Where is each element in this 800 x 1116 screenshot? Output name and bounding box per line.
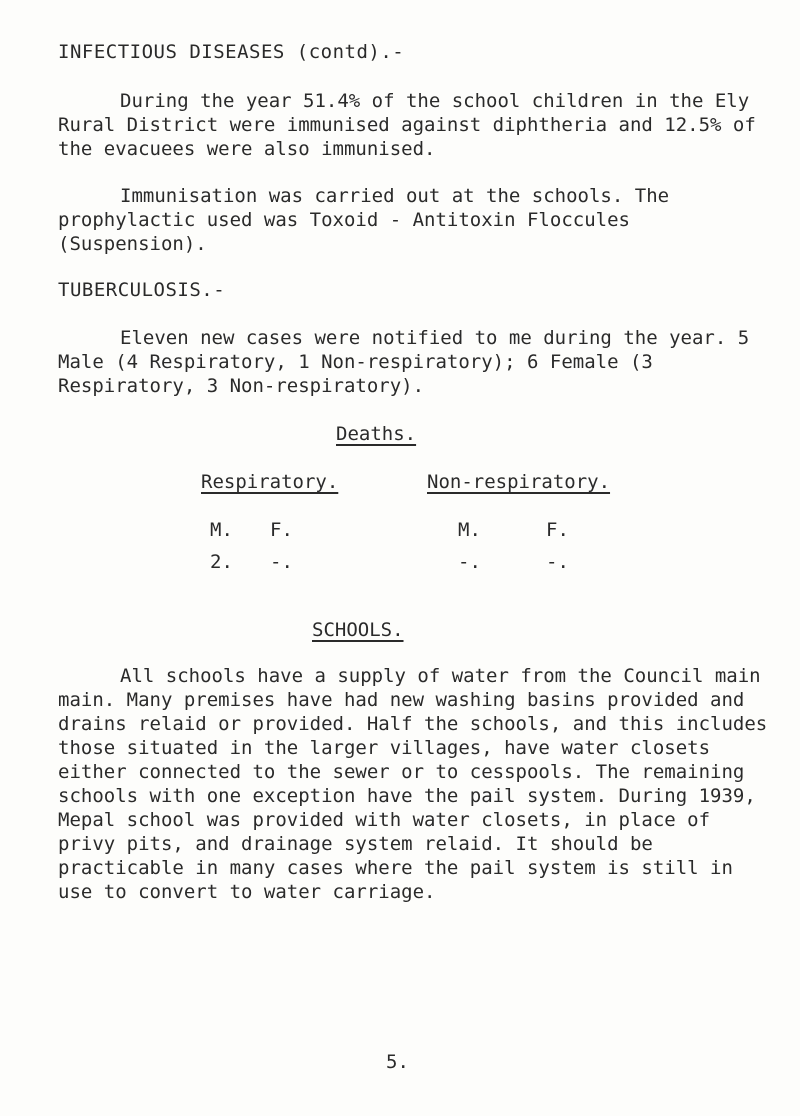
respiratory-female-label: F.	[270, 519, 293, 541]
non-respiratory-label: Non-respiratory.	[427, 471, 611, 493]
non-respiratory-female-value: -.	[546, 551, 569, 573]
schools-paragraph: All schools have a supply of water from the Council main main. Many premises have had new washing basins provided and drains relaid or provided. Half the schools, and this includes those situated in the larger villages, have water closets either connected to the sewer or to cesspools. The remaining schools with one exception have the pail system. During 1939, Mepal school was provided with water closets, in place of privy pits, and drainage system relaid. It should be practicable in many cases where the pail system is still in use to convert to water carriage.	[58, 665, 768, 903]
respiratory-male-value: 2.	[210, 551, 233, 573]
respiratory-female-value: -.	[270, 551, 293, 573]
schools-heading: SCHOOLS.	[312, 619, 404, 641]
page-title: INFECTIOUS DISEASES (contd).-	[58, 41, 405, 63]
immunisation-paragraph: Immunisation was carried out at the schools. The prophylactic used was Toxoid - Antitoxin Floccules (Suspension).	[58, 185, 670, 255]
non-respiratory-male-label: M.	[458, 519, 481, 541]
deaths-heading: Deaths.	[336, 423, 417, 445]
non-respiratory-male-value: -.	[458, 551, 481, 573]
non-respiratory-female-label: F.	[546, 519, 569, 541]
page-number: 5.	[386, 1051, 409, 1073]
tuberculosis-heading: TUBERCULOSIS.-	[58, 279, 226, 301]
respiratory-male-label: M.	[210, 519, 233, 541]
tuberculosis-paragraph: Eleven new cases were notified to me during the year. 5 Male (4 Respiratory, 1 Non-respiratory); 6 Female (3 Respiratory, 3 Non-respiratory).	[58, 327, 750, 397]
diphtheria-paragraph: During the year 51.4% of the school children in the Ely Rural District were immunised against diphtheria and 12.5% of the evacuees were also immunised.	[58, 90, 756, 160]
respiratory-label: Respiratory.	[201, 471, 339, 493]
